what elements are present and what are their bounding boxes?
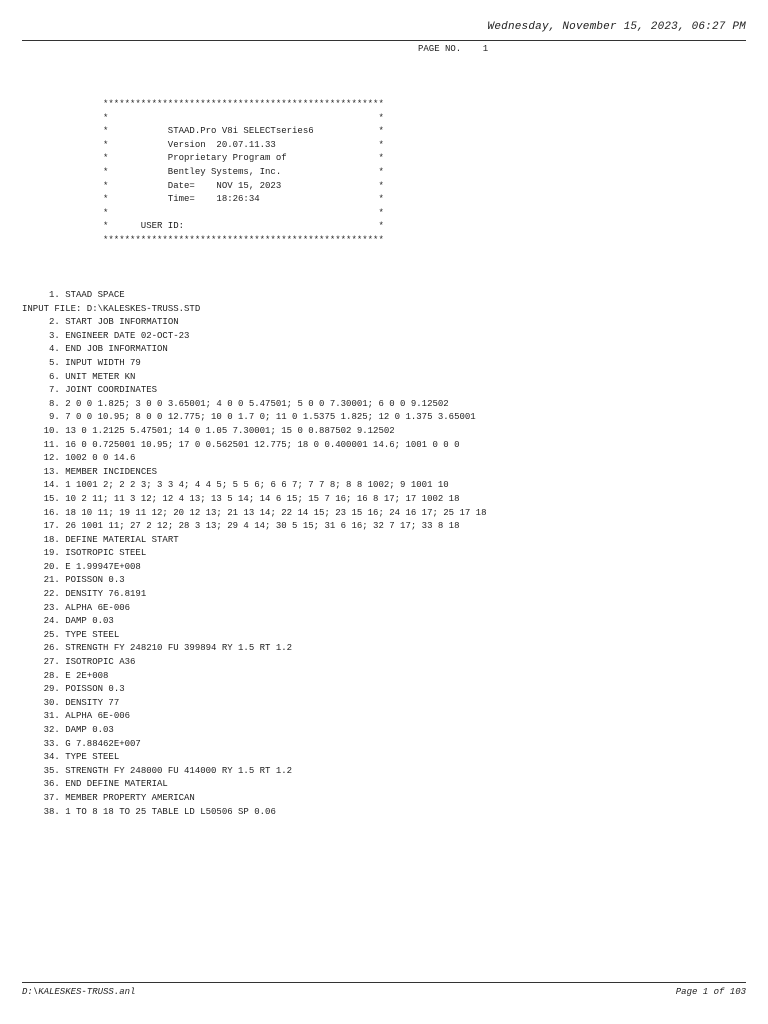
listing-line: 3. ENGINEER DATE 02-OCT-23 <box>22 330 190 341</box>
listing-line: 21. POISSON 0.3 <box>22 575 125 586</box>
footer-file-path: D:\KALESKES-TRUSS.anl <box>22 987 136 997</box>
banner-line: **************************************************** <box>103 234 384 245</box>
page-number: PAGE NO. 1 <box>418 44 489 54</box>
footer-page-count: Page 1 of 103 <box>675 987 746 997</box>
listing-line: 35. STRENGTH FY 248000 FU 414000 RY 1.5 RT 1.2 <box>22 765 293 776</box>
listing-line: 5. INPUT WIDTH 79 <box>22 357 141 368</box>
banner-line: * USER ID: * <box>103 221 384 232</box>
listing-line: 2. START JOB INFORMATION <box>22 317 179 328</box>
listing-line: 27. ISOTROPIC A36 <box>22 657 136 668</box>
listing-line: 17. 26 1001 11; 27 2 12; 28 3 13; 29 4 14; 30 5 15; 31 6 16; 32 7 17; 33 8 18 <box>22 521 460 532</box>
listing-line: 15. 10 2 11; 11 3 12; 12 4 13; 13 5 14; 14 6 15; 15 7 16; 16 8 17; 17 1002 18 <box>22 493 460 504</box>
listing-line: 19. ISOTROPIC STEEL <box>22 548 147 559</box>
listing-line: 30. DENSITY 77 <box>22 697 120 708</box>
listing-line: 8. 2 0 0 1.825; 3 0 0 3.65001; 4 0 0 5.47501; 5 0 0 7.30001; 6 0 0 9.12502 <box>22 398 449 409</box>
program-banner <box>103 98 384 248</box>
header-rule <box>22 40 746 41</box>
input-listing <box>22 289 486 819</box>
listing-line: 18. DEFINE MATERIAL START <box>22 534 179 545</box>
listing-line: 20. E 1.99947E+008 <box>22 561 141 572</box>
report-datetime: Wednesday, November 15, 2023, 06:27 PM <box>487 21 746 33</box>
listing-line: 12. 1002 0 0 14.6 <box>22 453 136 464</box>
banner-line: * Bentley Systems, Inc. * <box>103 166 384 177</box>
listing-line: 38. 1 TO 8 18 TO 25 TABLE LD L50506 SP 0.06 <box>22 806 276 817</box>
banner-line: * * <box>103 112 384 123</box>
banner-line: * Version 20.07.11.33 * <box>103 139 384 150</box>
listing-line: 7. JOINT COORDINATES <box>22 385 158 396</box>
banner-line: * Time= 18:26:34 * <box>103 194 384 205</box>
listing-line: INPUT FILE: D:\KALESKES-TRUSS.STD <box>22 303 201 314</box>
banner-line: **************************************************** <box>103 99 384 109</box>
listing-line: 13. MEMBER INCIDENCES <box>22 466 158 477</box>
banner-line: * * <box>103 207 384 218</box>
banner-line: * Date= NOV 15, 2023 * <box>103 180 384 191</box>
banner-line: * Proprietary Program of * <box>103 153 384 164</box>
listing-line: 33. G 7.88462E+007 <box>22 738 141 749</box>
listing-line: 22. DENSITY 76.8191 <box>22 589 147 600</box>
listing-line: 36. END DEFINE MATERIAL <box>22 779 168 790</box>
listing-line: 4. END JOB INFORMATION <box>22 344 168 355</box>
listing-line: 31. ALPHA 6E-006 <box>22 711 131 722</box>
listing-line: 29. POISSON 0.3 <box>22 684 125 695</box>
listing-line: 37. MEMBER PROPERTY AMERICAN <box>22 792 195 803</box>
listing-line: 28. E 2E+008 <box>22 670 109 681</box>
banner-line: * STAAD.Pro V8i SELECTseries6 * <box>103 126 384 137</box>
listing-line: 16. 18 10 11; 19 11 12; 20 12 13; 21 13 14; 22 14 15; 23 15 16; 24 16 17; 25 17 18 <box>22 507 487 518</box>
listing-line: 9. 7 0 0 10.95; 8 0 0 12.775; 10 0 1.7 0; 11 0 1.5375 1.825; 12 0 1.375 3.65001 <box>22 412 476 423</box>
listing-line: 24. DAMP 0.03 <box>22 616 114 627</box>
listing-line: 32. DAMP 0.03 <box>22 725 114 735</box>
listing-line: 25. TYPE STEEL <box>22 629 120 640</box>
listing-line: 10. 13 0 1.2125 5.47501; 14 0 1.05 7.30001; 15 0 0.887502 9.12502 <box>22 425 395 436</box>
footer-rule <box>22 982 746 983</box>
listing-line: 6. UNIT METER KN <box>22 371 136 382</box>
listing-line: 1. STAAD SPACE <box>22 290 125 300</box>
listing-line: 14. 1 1001 2; 2 2 3; 3 3 4; 4 4 5; 5 5 6; 6 6 7; 7 7 8; 8 8 1002; 9 1001 10 <box>22 480 449 491</box>
listing-line: 34. TYPE STEEL <box>22 752 120 763</box>
listing-line: 26. STRENGTH FY 248210 FU 399894 RY 1.5 RT 1.2 <box>22 643 293 654</box>
listing-line: 23. ALPHA 6E-006 <box>22 602 131 613</box>
listing-line: 11. 16 0 0.725001 10.95; 17 0 0.562501 12.775; 18 0 0.400001 14.6; 1001 0 0 0 <box>22 439 460 450</box>
